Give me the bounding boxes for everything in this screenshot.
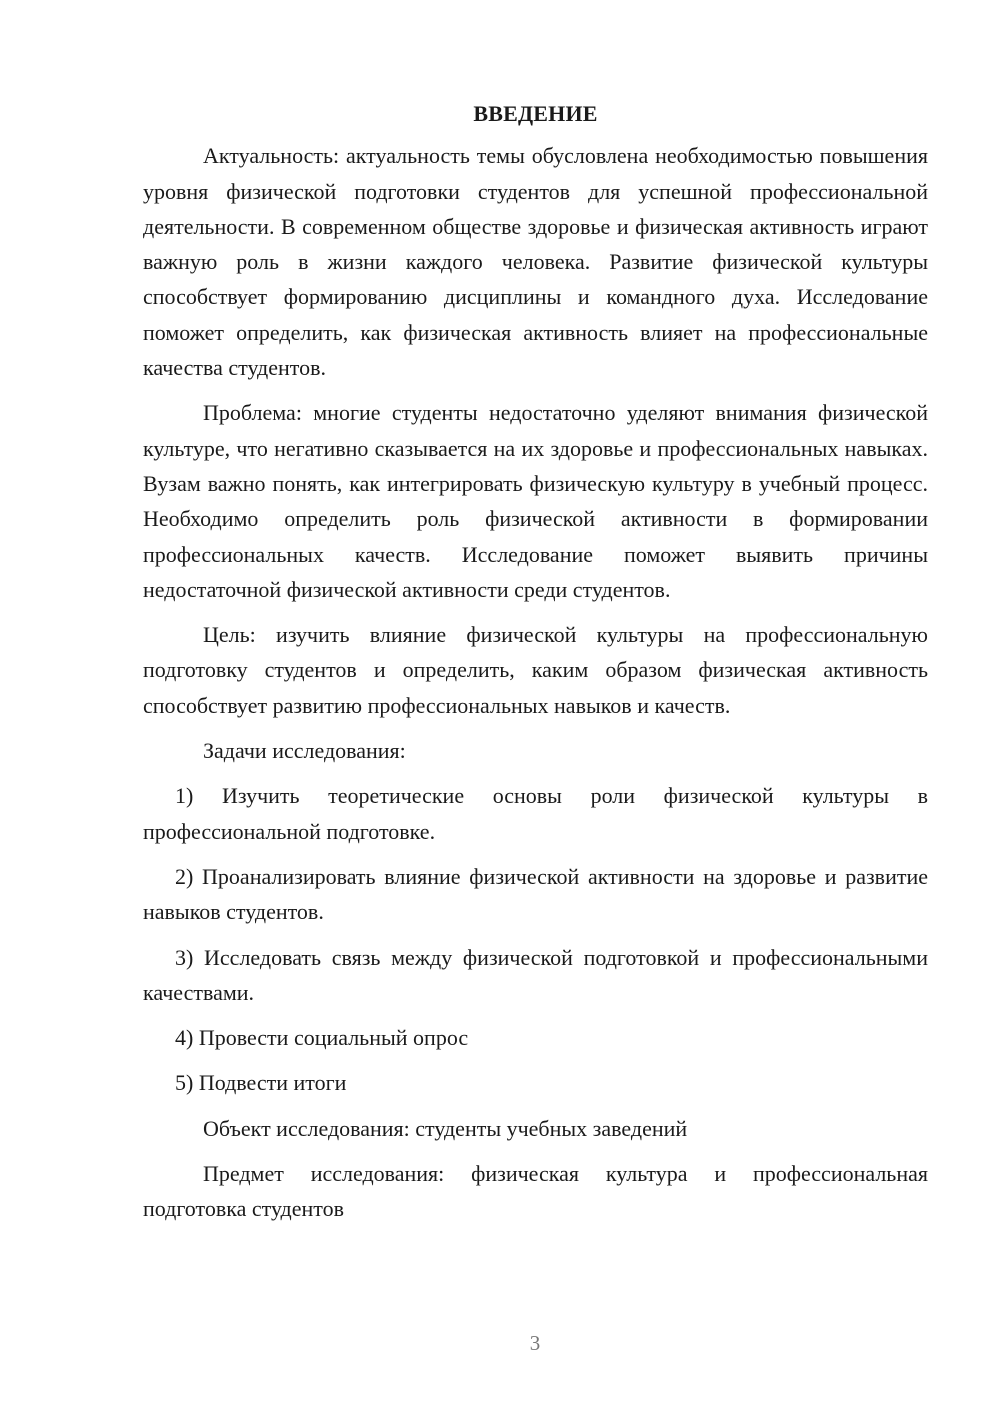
task-item-1: 1) Изучить теоретические основы роли физической культуры в профессиональной подготовке. <box>143 783 928 844</box>
task-item-5: 5) Подвести итоги <box>175 1070 347 1096</box>
task-item-4: 4) Провести социальный опрос <box>175 1025 469 1051</box>
task-item-2: 2) Проанализировать влияние физической активности на здоровье и развитие навыков студентов. <box>143 863 928 925</box>
task-item-3: 3) Исследовать связь между физической подготовкой и профессиональными качествами. <box>143 944 928 1005</box>
goal-paragraph: Цель: изучить влияние физической культуры на профессиональную подготовку студентов и определить, каким образом физическая активность способствует развитию профессиональных навыков и качеств. <box>143 622 928 718</box>
page-number: 3 <box>529 1331 541 1355</box>
page-content <box>143 96 928 1237</box>
problem-paragraph: Проблема: многие студенты недостаточно уделяют внимания физической культуре, что негативно сказывается на их здоровье и профессиональных навыках. Вузам важно понять, как интегрировать физическую культуру в учебный процесс. Необходимо определить роль физической активности в формировании профессиональных качеств. Исследование поможет выявить причины недостаточной физической активности среди студентов. <box>143 400 928 602</box>
research-object-paragraph: Объект исследования: студенты учебных заведений <box>203 1115 688 1141</box>
relevance-paragraph: Актуальность: актуальность темы обусловлена необходимостью повышения уровня физической подготовки студентов для успешной профессиональной деятельности. В современном обществе здоровье и физическая активность играют важную роль в жизни каждого человека. Развитие физической культуры способствует формированию дисциплины и командного духа. Исследование поможет определить, как физическая активность влияет на профессиональные качества студентов. <box>143 143 928 381</box>
research-subject-paragraph: Предмет исследования: физическая культура и профессиональная подготовка студентов <box>143 1161 928 1222</box>
page-title: ВВЕДЕНИЕ <box>473 101 598 126</box>
tasks-title: Задачи исследования: <box>203 738 406 764</box>
